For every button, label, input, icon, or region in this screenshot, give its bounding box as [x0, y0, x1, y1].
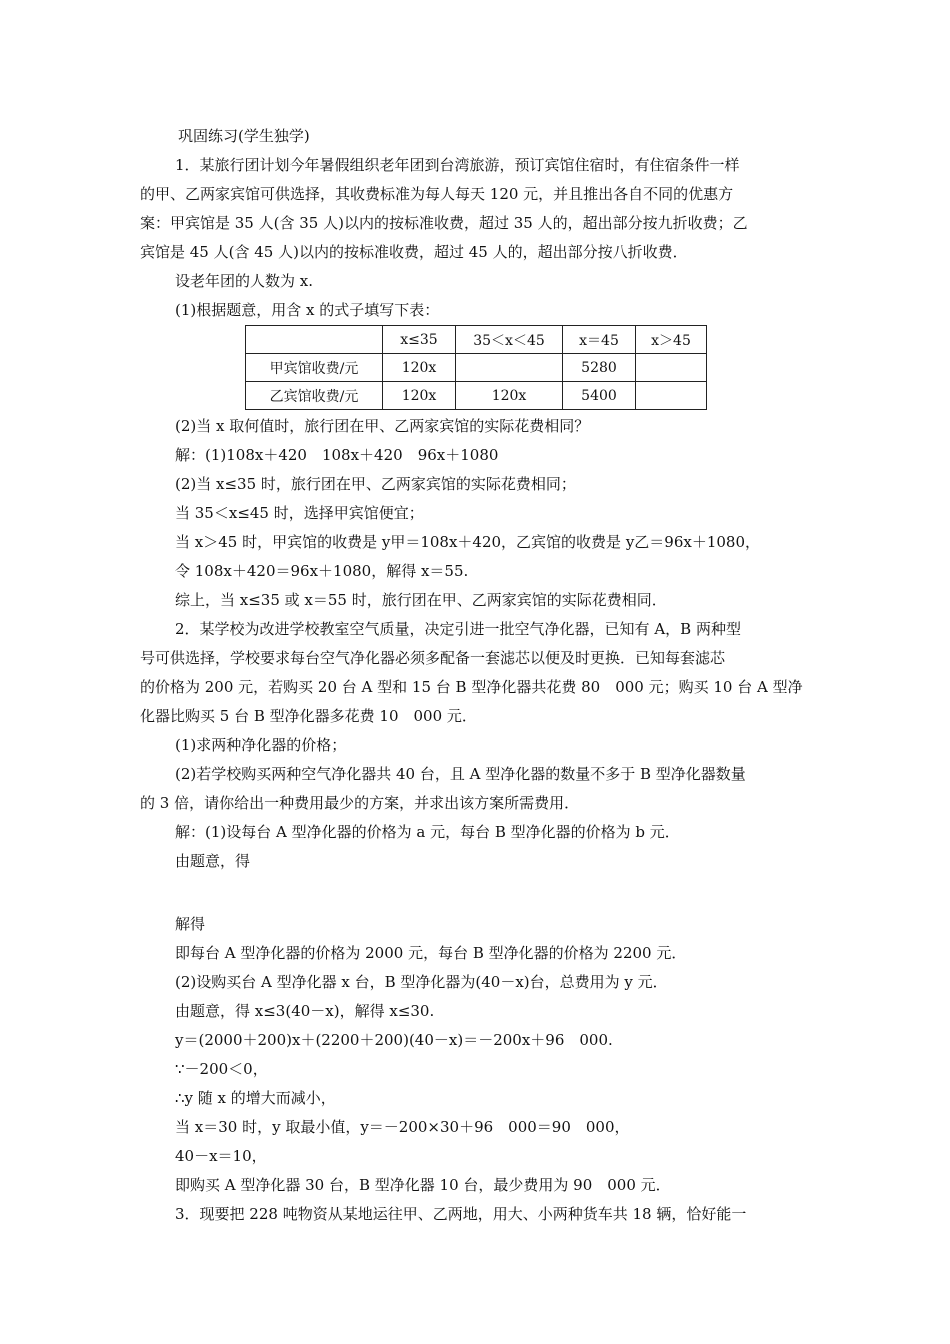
- text-line: (2)设购买台 A 型净化器 x 台，B 型净化器为(40－x)台，总费用为 y 元．: [175, 973, 668, 991]
- table-cell: 5280: [563, 354, 636, 382]
- table-cell: x＝45: [563, 326, 636, 354]
- text-line: 40－x＝10，: [175, 1147, 267, 1165]
- table-cell: x≤35: [383, 326, 456, 354]
- text-line: (2)若学校购买两种空气净化器共 40 台，且 A 型净化器的数量不多于 B 型净化器数量: [175, 765, 746, 783]
- text-line: 由题意，得: [175, 852, 251, 870]
- text-line: 3．现要把 228 吨物资从某地运往甲、乙两地，用大、小两种货车共 18 辆，恰好能一: [175, 1205, 747, 1223]
- text-line: 号可供选择，学校要求每台空气净化器必须多配备一套滤芯以便及时更换．已知每套滤芯: [140, 649, 726, 667]
- fee-table: [245, 325, 707, 410]
- text-line: 的 3 倍，请你给出一种费用最少的方案，并求出该方案所需费用．: [140, 794, 580, 812]
- table-cell: 5400: [563, 382, 636, 410]
- text-line: ∵－200＜0，: [175, 1060, 268, 1078]
- text-line: (2)当 x 取何值时，旅行团在甲、乙两家宾馆的实际花费相同？: [175, 417, 590, 435]
- table-cell: 35＜x＜45: [456, 326, 563, 354]
- text-line: 解得: [175, 915, 206, 933]
- table-cell: 120x: [383, 354, 456, 382]
- text-line: 的价格为 200 元，若购买 20 台 A 型和 15 台 B 型净化器共花费 80 000 元；购买 10 台 A 型净: [140, 678, 803, 696]
- table-cell: 120x: [456, 382, 563, 410]
- text-line: 当 x＝30 时，y 取最小值，y＝－200×30＋96 000＝90 000，: [175, 1118, 630, 1136]
- table-cell: 120x: [383, 382, 456, 410]
- text-line: 2．某学校为改进学校教室空气质量，决定引进一批空气净化器，已知有 A，B 两种型: [175, 620, 741, 638]
- text-line: 宾馆是 45 人(含 45 人)以内的按标准收费，超过 45 人的，超出部分按八折收费．: [140, 243, 688, 261]
- text-line: 1．某旅行团计划今年暑假组织老年团到台湾旅游，预订宾馆住宿时，有住宿条件一样: [175, 156, 740, 174]
- table-cell: x＞45: [636, 326, 707, 354]
- table-header-row: [246, 326, 707, 354]
- text-line: y＝(2000＋200)x＋(2200＋200)(40－x)＝－200x＋96 000.: [175, 1031, 613, 1049]
- text-line: 的甲、乙两家宾馆可供选择，其收费标准为每人每天 120 元，并且推出各自不同的优惠方: [140, 185, 734, 203]
- table-cell: 甲宾馆收费/元: [246, 354, 383, 382]
- text-line: 当 35＜x≤45 时，选择甲宾馆便宜；: [175, 504, 424, 522]
- text-line: 解：(1)设每台 A 型净化器的价格为 a 元，每台 B 型净化器的价格为 b 元．: [175, 823, 680, 841]
- text-line: 令 108x＋420＝96x＋1080，解得 x＝55.: [175, 562, 469, 580]
- text-line: 由题意，得 x≤3(40－x)，解得 x≤30.: [175, 1002, 435, 1020]
- text-line: 解：(1)108x＋420 108x＋420 96x＋1080: [175, 446, 499, 464]
- table-cell: [636, 354, 707, 382]
- text-line: 即每台 A 型净化器的价格为 2000 元，每台 B 型净化器的价格为 2200 元．: [175, 944, 687, 962]
- table-cell: [636, 382, 707, 410]
- text-line: (1)求两种净化器的价格；: [175, 736, 347, 754]
- text-line: (2)当 x≤35 时，旅行团在甲、乙两家宾馆的实际花费相同；: [175, 475, 576, 493]
- table-cell: [246, 326, 383, 354]
- table-cell: 乙宾馆收费/元: [246, 382, 383, 410]
- table-cell: [456, 354, 563, 382]
- text-line: 综上，当 x≤35 或 x＝55 时，旅行团在甲、乙两家宾馆的实际花费相同．: [175, 591, 667, 609]
- text-line: ∴y 随 x 的增大而减小，: [175, 1089, 336, 1107]
- text-line: 即购买 A 型净化器 30 台，B 型净化器 10 台，最少费用为 90 000 元．: [175, 1176, 671, 1194]
- text-line: 当 x＞45 时，甲宾馆的收费是 y甲＝108x＋420，乙宾馆的收费是 y乙＝96x＋1080，: [175, 533, 761, 551]
- table-row: [246, 354, 707, 382]
- text-line: 化器比购买 5 台 B 型净化器多花费 10 000 元．: [140, 707, 477, 725]
- text-line: 设老年团的人数为 x.: [175, 272, 313, 290]
- text-line: (1)根据题意，用含 x 的式子填写下表：: [175, 301, 440, 319]
- text-line: 案：甲宾馆是 35 人(含 35 人)以内的按标准收费，超过 35 人的，超出部分按九折收费；乙: [140, 214, 748, 232]
- table-row: [246, 382, 707, 410]
- section-title: 巩固练习(学生独学): [178, 127, 310, 145]
